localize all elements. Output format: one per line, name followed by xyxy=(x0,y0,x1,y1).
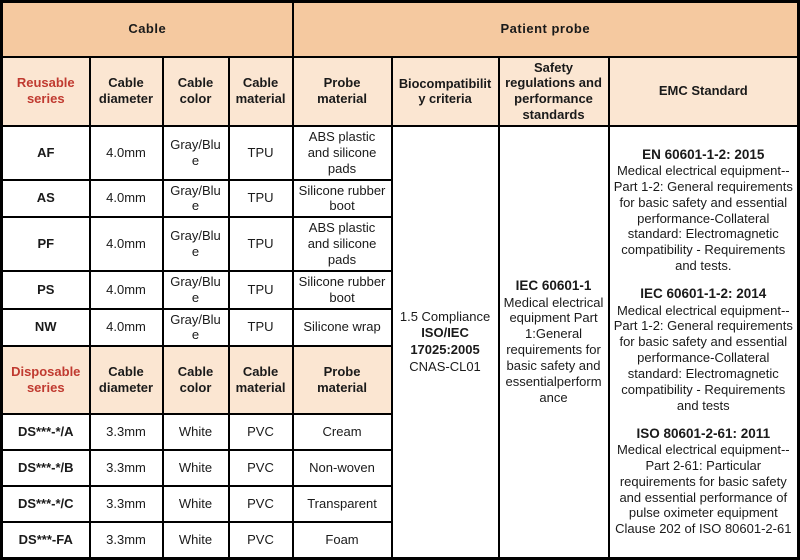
cell-cable-color: Gray/Blue xyxy=(163,126,229,180)
biocompatibility-line: CNAS-CL01 xyxy=(409,359,481,375)
cell-cable-material: PVC xyxy=(229,486,293,522)
cell-cable-diameter: 3.3mm xyxy=(90,414,163,450)
cell-probe-material: ABS plastic and silicone pads xyxy=(293,126,392,180)
cell-cable-color: Gray/Blue xyxy=(163,180,229,218)
col-header-cable-material: Cable material xyxy=(229,57,293,126)
cell-cable-diameter: 4.0mm xyxy=(90,180,163,218)
cell-cable-diameter: 4.0mm xyxy=(90,271,163,309)
emc-standard-body: Medical electrical equipment--Part 2-61: Particular requirements for basic safety and essential performance of pulse oximeter equipment Clause 202 of ISO 80601-2-61 xyxy=(615,441,792,537)
cell-cable-color: White xyxy=(163,522,229,558)
cell-series: NW xyxy=(2,309,90,347)
cell-probe-material: ABS plastic and silicone pads xyxy=(293,217,392,271)
col-header-cable-diameter: Cable diameter xyxy=(90,57,163,126)
cell-series: AF xyxy=(2,126,90,180)
cell-probe-material: Silicone rubber boot xyxy=(293,271,392,309)
cell-series: DS***-*/C xyxy=(2,486,90,522)
col-header-reusable-series: Reusable series xyxy=(2,57,90,126)
col-header-biocompatibility: Biocompatibility criteria xyxy=(392,57,499,126)
cell-probe-material: Silicone wrap xyxy=(293,309,392,347)
cell-cable-material: TPU xyxy=(229,217,293,271)
col-header-safety: Safety regulations and performance standards xyxy=(499,57,609,126)
cell-cable-material: PVC xyxy=(229,414,293,450)
cell-cable-diameter: 3.3mm xyxy=(90,450,163,486)
cell-safety-regulations xyxy=(499,126,609,558)
emc-standard-title: IEC 60601-1-2: 2014 xyxy=(640,286,767,302)
cell-cable-diameter: 3.3mm xyxy=(90,486,163,522)
cell-cable-diameter: 4.0mm xyxy=(90,217,163,271)
col-header-probe-material: Probe material xyxy=(293,57,392,126)
cell-cable-color: Gray/Blue xyxy=(163,309,229,347)
cell-series: DS***-FA xyxy=(2,522,90,558)
emc-standard-body: Medical electrical equipment--Part 1-2: General requirements for basic safety and essential performance-Collateral standard: Electromagnetic compatibility - Requirements and tests xyxy=(613,302,793,413)
col-header-probe-material: Probe material xyxy=(293,346,392,414)
cell-probe-material: Cream xyxy=(293,414,392,450)
cell-cable-color: Gray/Blue xyxy=(163,217,229,271)
cell-probe-material: Non-woven xyxy=(293,450,392,486)
cell-cable-material: TPU xyxy=(229,309,293,347)
cell-cable-diameter: 4.0mm xyxy=(90,309,163,347)
cell-probe-material: Silicone rubber boot xyxy=(293,180,392,218)
table-row xyxy=(2,2,799,57)
safety-standard-title: IEC 60601-1 xyxy=(515,278,592,294)
cell-series: PF xyxy=(2,217,90,271)
col-header-emc: EMC Standard xyxy=(609,57,799,126)
col-header-cable-color: Cable color xyxy=(163,57,229,126)
cell-series: AS xyxy=(2,180,90,218)
col-header-cable-color: Cable color xyxy=(163,346,229,414)
cell-biocompatibility xyxy=(392,126,499,558)
cell-cable-diameter: 4.0mm xyxy=(90,126,163,180)
emc-standard-block xyxy=(614,286,794,413)
emc-standard-title: ISO 80601-2-61: 2011 xyxy=(636,425,771,441)
cell-cable-material: TPU xyxy=(229,180,293,218)
cell-series: PS xyxy=(2,271,90,309)
col-header-disposable-series: Disposable series xyxy=(2,346,90,414)
cell-cable-material: PVC xyxy=(229,522,293,558)
biocompatibility-line: 1.5 Compliance xyxy=(399,308,491,324)
cell-cable-color: White xyxy=(163,486,229,522)
table-row xyxy=(2,57,799,126)
cell-series: DS***-*/A xyxy=(2,414,90,450)
cell-cable-material: TPU xyxy=(229,126,293,180)
cell-probe-material: Foam xyxy=(293,522,392,558)
emc-standard-body: Medical electrical equipment--Part 1-2: General requirements for basic safety and essential performance-Collateral standard: Electromagnetic compatibility - Requirements and tests. xyxy=(613,163,793,274)
cell-cable-color: Gray/Blue xyxy=(163,271,229,309)
emc-standard-block xyxy=(614,147,794,274)
header-cable: Cable xyxy=(2,2,293,57)
header-patient-probe: Patient probe xyxy=(293,2,799,57)
cell-cable-material: PVC xyxy=(229,450,293,486)
cell-emc-standard xyxy=(609,126,799,558)
cell-cable-color: White xyxy=(163,450,229,486)
cell-cable-diameter: 3.3mm xyxy=(90,522,163,558)
col-header-cable-diameter: Cable diameter xyxy=(90,346,163,414)
emc-standard-block xyxy=(614,426,794,538)
table-row xyxy=(2,126,799,180)
biocompatibility-line: ISO/IEC xyxy=(421,325,469,341)
emc-standard-title: EN 60601-1-2: 2015 xyxy=(642,146,765,162)
cell-series: DS***-*/B xyxy=(2,450,90,486)
cell-cable-color: White xyxy=(163,414,229,450)
col-header-cable-material: Cable material xyxy=(229,346,293,414)
safety-standard-body: Medical electrical equipment Part 1:General requirements for basic safety and essentialperformance xyxy=(503,294,604,405)
cell-probe-material: Transparent xyxy=(293,486,392,522)
cell-cable-material: TPU xyxy=(229,271,293,309)
biocompatibility-line: 17025:2005 xyxy=(410,342,480,358)
